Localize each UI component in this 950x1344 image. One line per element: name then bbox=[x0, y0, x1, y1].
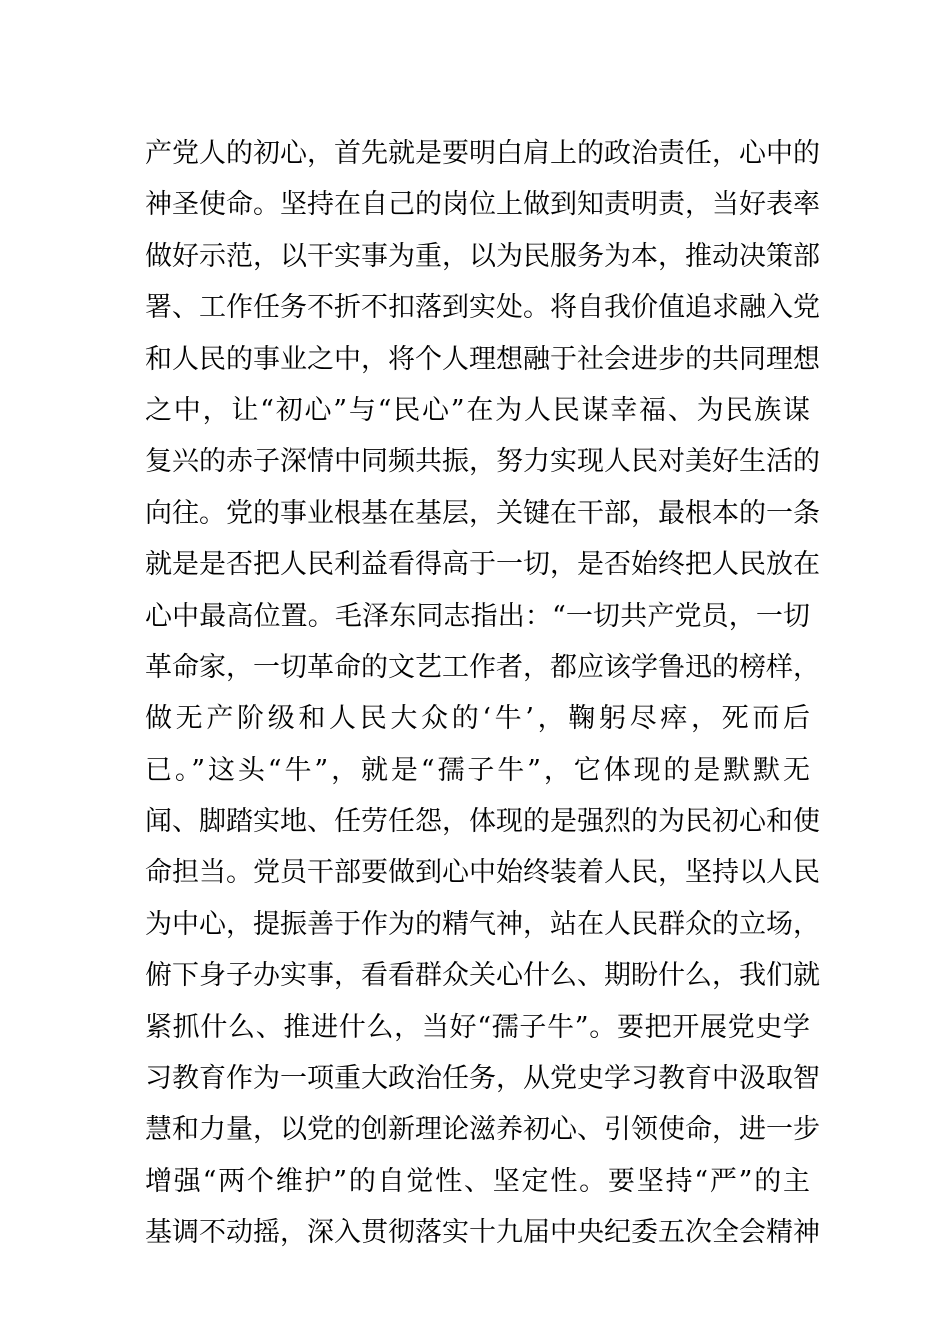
text-line: 之中，让“初心”与“民心”在为人民谋幸福、为民族谋 bbox=[145, 394, 810, 426]
text-line: 和人民的事业之中，将个人理想融于社会进步的共同理想 bbox=[145, 343, 820, 375]
text-line: 俯下身子办实事，看看群众关心什么、期盼什么，我们就 bbox=[145, 960, 820, 992]
text-line: 做好示范，以干实事为重，以为民服务为本，推动决策部 bbox=[145, 240, 820, 272]
text-line: 做无产阶级和人民大众的‘牛’，鞠躬尽瘁，死而后 bbox=[145, 703, 810, 735]
text-line: 习教育作为一项重大政治任务，从党史学习教育中汲取智 bbox=[145, 1063, 820, 1095]
text-line: 为中心，提振善于作为的精气神，站在人民群众的立场， bbox=[145, 908, 820, 940]
text-line: 神圣使命。坚持在自己的岗位上做到知责明责，当好表率 bbox=[145, 189, 820, 221]
text-line: 已。”这头“牛”，就是“孺子牛”，它体现的是默默无 bbox=[145, 754, 810, 786]
text-line: 署、工作任务不折不扣落到实处。将自我价值追求融入党 bbox=[145, 292, 820, 324]
body-paragraph bbox=[145, 128, 820, 1259]
text-line: 基调不动摇，深入贯彻落实十九届中央纪委五次全会精神 bbox=[145, 1217, 820, 1249]
text-line: 革命家，一切革命的文艺工作者，都应该学鲁迅的榜样， bbox=[145, 651, 820, 683]
text-line: 心中最高位置。毛泽东同志指出：“一切共产党员，一切 bbox=[145, 600, 810, 632]
text-line: 紧抓什么、推进什么，当好“孺子牛”。要把开展党史学 bbox=[145, 1011, 810, 1043]
text-line: 就是是否把人民利益看得高于一切，是否始终把人民放在 bbox=[145, 549, 820, 581]
text-line: 复兴的赤子深情中同频共振，努力实现人民对美好生活的 bbox=[145, 446, 820, 478]
text-line: 命担当。党员干部要做到心中始终装着人民，坚持以人民 bbox=[145, 857, 820, 889]
text-line: 增强“两个维护”的自觉性、坚定性。要坚持“严”的主 bbox=[145, 1165, 810, 1197]
text-line: 慧和力量，以党的创新理论滋养初心、引领使命，进一步 bbox=[145, 1114, 820, 1146]
text-line: 闻、脚踏实地、任劳任怨，体现的是强烈的为民初心和使 bbox=[145, 806, 820, 838]
text-line: 产党人的初心，首先就是要明白肩上的政治责任，心中的 bbox=[145, 138, 820, 169]
text-line: 向往。党的事业根基在基层，关键在干部，最根本的一条 bbox=[145, 497, 820, 529]
